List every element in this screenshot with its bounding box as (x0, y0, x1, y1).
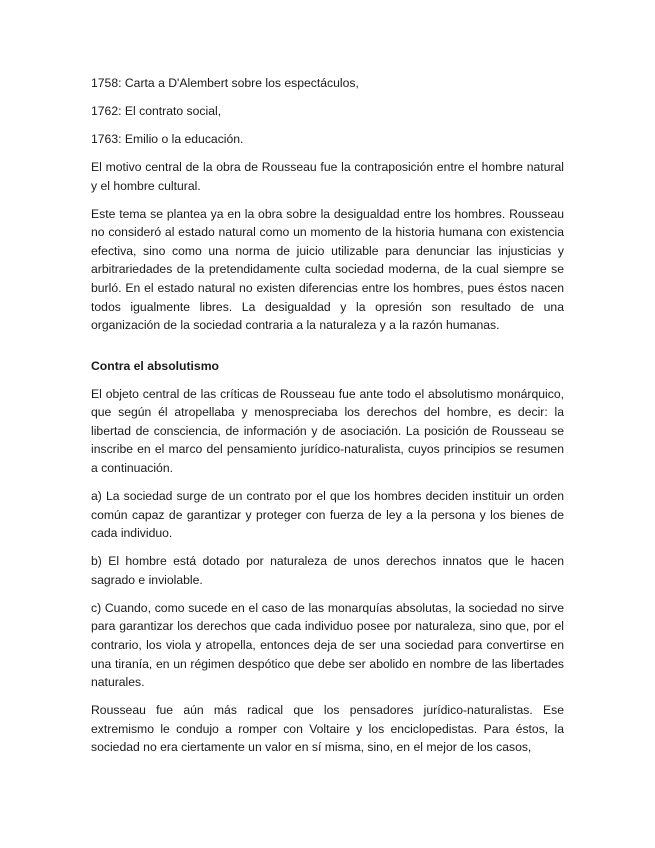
works-list-item: 1763: Emilio o la educación. (91, 131, 244, 146)
intro-paragraph: Este tema se plantea ya en la obra sobre la desigualdad entre los hombres. Rousseau no consideró al estado natural como un momento de la historia humana con existencia efectiva, sino como una norma de juicio utilizable para denunciar las injusticias y arbitrariedades de la pretendidamente culta sociedad moderna, de la cual siempre se burló. En el estado natural no existen diferencias entre los hombres, pues éstos nacen todos igualmente libres. La desigualdad y la opresión son resultado de una organización de la sociedad contraria a la naturaleza y a la razón humanas. (91, 206, 564, 333)
section-paragraph: El objeto central de las críticas de Rousseau fue ante todo el absolutismo monárquico, que según él atropellaba y menospreciaba los derechos del hombre, es decir: la libertad de consciencia, de información y de asociación. La posición de Rousseau se inscribe en el marco del pensamiento jurídico-naturalista, cuyos principios se resumen a continuación. (91, 386, 564, 476)
section-paragraph: b) El hombre está dotado por naturaleza de unos derechos innatos que le hacen sagrado e inviolable. (91, 554, 564, 587)
works-list-item: 1758: Carta a D'Alembert sobre los espectáculos, (91, 76, 359, 90)
section-paragraph: Rousseau fue aún más radical que los pensadores jurídico-naturalistas. Ese extremismo le condujo a romper con Voltaire y los enciclopedistas. Para éstos, la sociedad no era ciertamente un valor en sí misma, sino, en el mejor de los casos, (91, 703, 564, 755)
intro-paragraph: El motivo central de la obra de Rousseau fue la contraposición entre el hombre natural y el hombre cultural. (91, 159, 564, 193)
section-heading: Contra el absolutismo (91, 358, 219, 373)
section-paragraph: a) La sociedad surge de un contrato por el que los hombres deciden instituir un orden común capaz de garantizar y proteger con fuerza de ley a la persona y los bienes de cada individuo. (91, 489, 564, 541)
document-page (91, 74, 564, 766)
section-paragraph: c) Cuando, como sucede en el caso de las monarquías absolutas, la sociedad no sirve para garantizar los derechos que cada individuo posee por naturaleza, sino que, por el contrario, los viola y atropella, entonces deja de ser una sociedad para convertirse en una tiranía, en un régimen despótico que debe ser abolido en nombre de las libertades naturales. (91, 600, 564, 690)
works-list-item: 1762: El contrato social, (91, 103, 222, 118)
